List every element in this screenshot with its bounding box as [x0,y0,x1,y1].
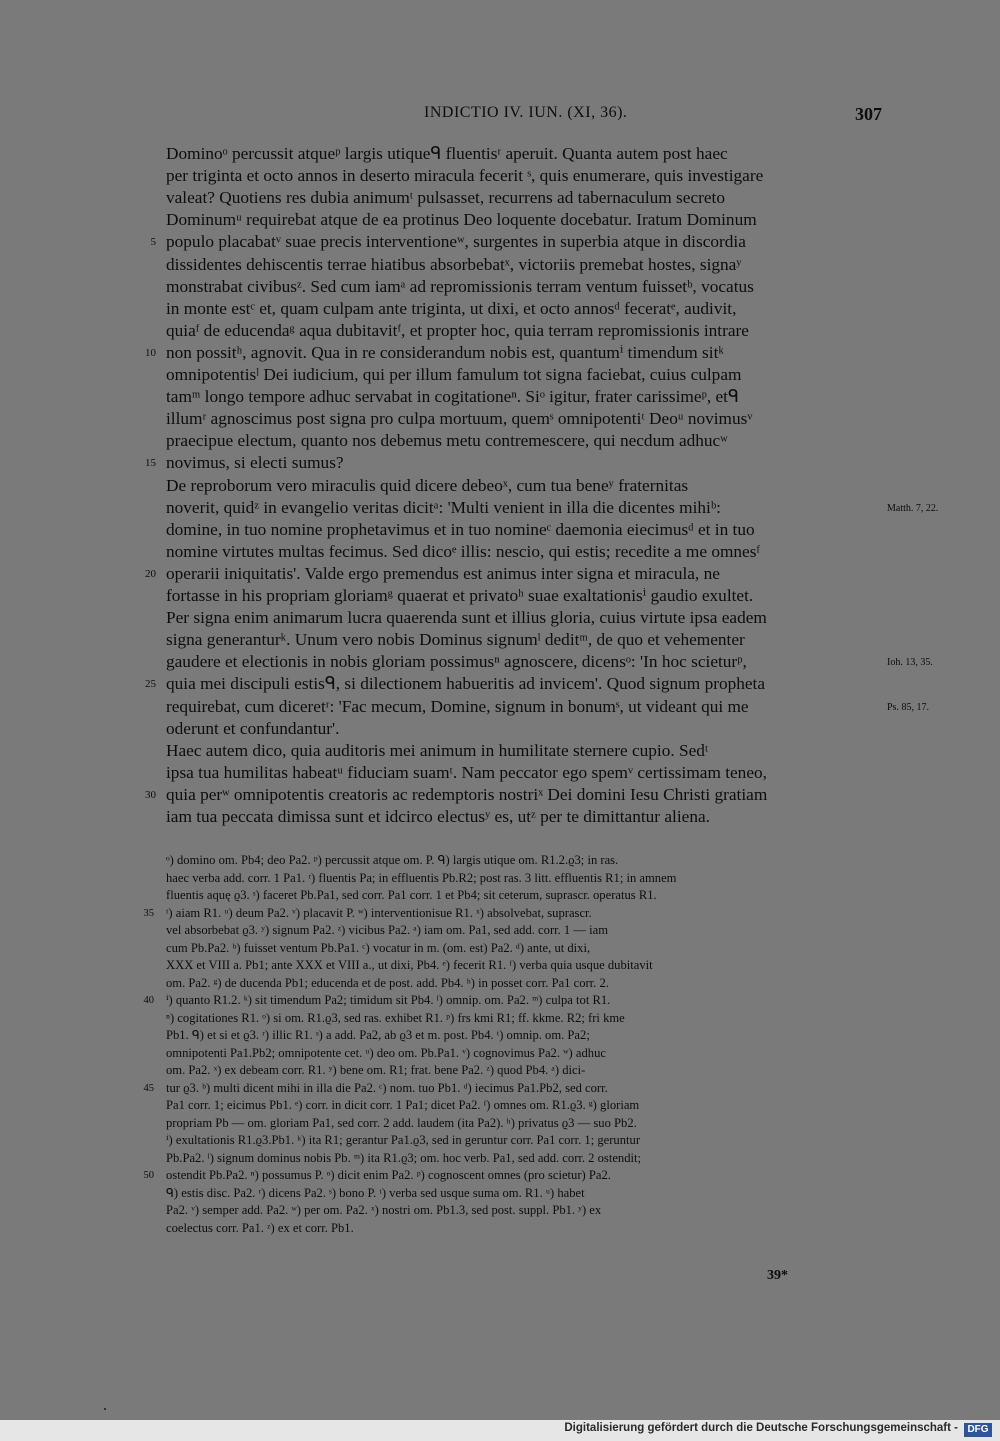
text-line: Per signa enim animarum lucra quaerenda sunt et illius gloria, cuius virtute ipsa eadem [166,608,767,627]
note-line: Pa1 corr. 1; eicimus Pb1. ᵉ) corr. in dicit corr. 1 Pa1; dicet Pa2. ᶠ) omnes om. R1.ϱ3. ᵍ) gloriam [166,1098,640,1112]
text-line: Dominumᵘ requirebat atque de ea protinus Deo loquente docebatur. Iratum Dominum [166,210,757,229]
text-line: valeat? Quotiens res dubia animumᵗ pulsasset, recurrens ad tabernaculum secreto [166,188,725,207]
note-line: haec verba add. corr. 1 Pa1. ʳ) fluentis Pa; in effluentis Pb.R2; post ras. 3 litt. effluentis R1; in amnem [166,871,677,885]
text-line: De reproborum vero miraculis quid dicere debeoˣ, cum tua beneʸ fraternitas [166,476,689,495]
text-line: tamᵐ longo tempore adhuc servabat in cogitationeⁿ. Siᵒ igitur, frater carissimeᵖ, etᑫ [166,387,739,406]
text-line: signa generanturᵏ. Unum vero nobis Dominus signumˡ deditᵐ, de quo et vehementer [166,630,745,649]
text-line: populo placabatᵛ suae precis interventioneʷ, surgentes in superbia atque in discordia [166,232,746,251]
note-line: om. Pa2. ᵍ) de ducenda Pb1; educenda et de post. add. Pb4. ʰ) in posset corr. Pa1 corr. 2. [166,976,609,990]
note-line-number: 35 [143,908,154,919]
text-line: noverit, quidᶻ in evangelio veritas dicitᵃ: 'Multi venient in illa die dicentes mihiᵇ: [166,498,721,517]
line-number: 25 [145,678,156,690]
running-head: INDICTIO IV. IUN. (XI, 36). [424,104,628,121]
note-line: propriam Pb — om. gloriam Pa1, sed corr. 2 add. laudem (ita Pa2). ʰ) privatus ϱ3 — suo Pb2. [166,1116,637,1130]
scan-speck [104,1408,106,1410]
note-line-number: 40 [143,995,154,1006]
text-line: omnipotentisˡ Dei iudicium, qui per illum famulum tot signa faciebat, cuius culpam [166,365,742,384]
footer-credit: Digitalisierung gefördert durch die Deutsche Forschungsgemeinschaft - [564,1422,958,1434]
text-line: operarii iniquitatis'. Valde ergo premendus est animus inter signa et miracula, ne [166,564,720,583]
note-line-number: 45 [143,1083,154,1094]
sheet-signature: 39* [767,1268,788,1283]
text-line: ipsa tua humilitas habeatᵘ fiduciam suamᵗ. Nam peccator ego spemᵛ certissimam teneo, [166,763,767,782]
text-line: nomine virtutes multas fecimus. Sed dicoᵉ illis: nescio, qui estis; recedite a me omnesᶠ [166,542,761,561]
note-line: ⁱ) exultationis R1.ϱ3.Pb1. ᵏ) ita R1; gerantur Pa1.ϱ3, sed in geruntur corr. Pa1 corr. 1; geruntur [166,1133,641,1147]
text-line: quia mei discipuli estisᑫ, si dilectionem habueritis ad invicem'. Quod signum propheta [166,674,766,693]
text-line: monstrabat civibusᶻ. Sed cum iamᵃ ad repromissionis terram ventum fuissetᵇ, vocatus [166,277,754,296]
footer-banner [0,1420,1000,1441]
text-line: dissidentes dehiscentis terrae hiatibus absorbebatˣ, victoriis premebat hostes, signaʸ [166,255,742,274]
note-line: ⁿ) cogitationes R1. ᵒ) si om. R1.ϱ3, sed ras. exhibet R1. ᵖ) frs kmi R1; ff. kkme. R2; fri kme [166,1011,625,1025]
text-line: quiaᶠ de educendaᵍ aqua dubitavitᶠ, et propter hoc, quia terram repromissionis intrare [166,321,749,340]
marginal-reference: Ps. 85, 17. [887,702,929,713]
note-line: ⁱ) quanto R1.2. ᵏ) sit timendum Pa2; timidum sit Pb4. ˡ) omnip. om. Pa2. ᵐ) culpa tot R1. [166,993,611,1007]
text-line: Dominoᵒ percussit atqueᵖ largis utiqueᑫ fluentisʳ aperuit. Quanta autem post haec [166,144,728,163]
note-line: vel absorbebat ϱ3. ʸ) signum Pa2. ᶻ) vicibus Pa2. ᵃ) iam om. Pa1, sed add. corr. 1 — iam [166,923,609,937]
text-line: oderunt et confundantur'. [166,719,340,738]
text-line: domine, in tuo nomine prophetavimus et in tuo nomineᶜ daemonia eiecimusᵈ et in tuo [166,520,755,539]
line-number: 5 [150,236,156,248]
line-number: 30 [145,789,156,801]
text-line: gaudere et electionis in nobis gloriam possimusⁿ agnoscere, dicensᵒ: 'In hoc scieturᵖ, [166,652,747,671]
note-line: om. Pa2. ˣ) ex debeam corr. R1. ʸ) bene om. R1; frat. bene Pa2. ᶻ) quod Pb4. ᵃ) dici- [166,1063,586,1077]
text-line: iam tua peccata dimissa sunt et idcirco electusʸ es, utᶻ per te dimittantur aliena. [166,807,710,826]
note-line: coelectus corr. Pa1. ᶻ) ex et corr. Pb1. [166,1221,354,1235]
note-line: Pb1. ᑫ) et si et ϱ3. ʳ) illic R1. ˢ) a add. Pa2, ab ϱ3 et m. post. Pb4. ᵗ) omnip. om. Pa2; [166,1028,590,1042]
note-line: ᵗ) aiam R1. ᵘ) deum Pa2. ᵛ) placavit P. ʷ) interventionisue R1. ˣ) absolvebat, suprascr. [166,906,592,920]
text-line: per triginta et octo annos in deserto miracula fecerit ˢ, quis enumerare, quis investigare [166,166,764,185]
text-line: quia perʷ omnipotentis creatoris ac redemptoris nostriˣ Dei domini Iesu Christi gratiam [166,785,768,804]
line-number: 20 [145,568,156,580]
marginal-reference: Matth. 7, 22. [887,503,939,514]
page-number: 307 [855,104,882,124]
note-line: Pb.Pa2. ˡ) signum dominus nobis Pb. ᵐ) ita R1.ϱ3; om. hoc verb. Pa1, sed add. corr. 2 ostendit; [166,1151,642,1165]
text-line: requirebat, cum diceretʳ: 'Fac mecum, Domine, signum in bonumˢ, ut videant qui me [166,697,749,716]
text-line: in monte estᶜ et, quam culpam ante triginta, ut dixi, et octo annosᵈ feceratᵉ, audivit, [166,299,737,318]
text-line: Haec autem dico, quia auditoris mei animum in humilitate sternere cupio. Sedᵗ [166,741,709,760]
page-header [0,104,1000,130]
dfg-logo-icon: DFG [964,1423,992,1437]
note-line: ostendit Pb.Pa2. ⁿ) possumus P. ᵒ) dicit enim Pa2. ᵖ) cognoscent omnes (pro scietur) Pa2. [166,1168,611,1182]
marginal-reference: Ioh. 13, 35. [887,657,933,668]
line-number: 10 [145,347,156,359]
note-line: Pa2. ᵛ) semper add. Pa2. ʷ) per om. Pa2. ˣ) nostri om. Pb1.3, sed post. suppl. Pb1. ʸ) ex [166,1203,602,1217]
note-line: ᵒ) domino om. Pb4; deo Pa2. ᵖ) percussit atque om. P. ᑫ) largis utique om. R1.2.ϱ3; in ras. [166,853,619,867]
text-line: fortasse in his propriam gloriamᵍ quaerat et privatoʰ suae exaltationisⁱ gaudio exultet. [166,586,754,605]
note-line: tur ϱ3. ᵇ) multi dicent mihi in illa die Pa2. ᶜ) nom. tuo Pb1. ᵈ) iecimus Pa1.Pb2, sed corr. [166,1081,608,1095]
text-line: illumʳ agnoscimus post signa pro culpa mortuum, quemˢ omnipotentiᵗ Deoᵘ novimusᵛ [166,409,753,428]
note-line: XXX et VIII a. Pb1; ante XXX et VIII a., ut dixi, Pb4. ᵉ) fecerit R1. ᶠ) verba quia usque dubitavit [166,958,653,972]
note-line: cum Pb.Pa2. ᵇ) fuisset ventum Pb.Pa1. ᶜ) vocatur in m. (om. est) Pa2. ᵈ) ante, ut dixi, [166,941,591,955]
text-line: praecipue electum, quanto nos debemus metu contremescere, qui necdum adhucʷ [166,431,728,450]
note-line: ᑫ) estis disc. Pa2. ʳ) dicens Pa2. ˢ) bono P. ᵗ) verba sed usque suma om. R1. ᵘ) habet [166,1186,585,1200]
note-line: fluentis aquę ϱ3. ˢ) faceret Pb.Pa1, sed corr. Pa1 corr. 1 et Pb4; sit ceterum, suprascr. operatus R1. [166,888,657,902]
note-line-number: 50 [143,1170,154,1181]
note-line: omnipotenti Pa1.Pb2; omnipotente cet. ᵘ) deo om. Pb.Pa1. ᵛ) cognovimus Pa2. ʷ) adhuc [166,1046,606,1060]
text-line: non possitʰ, agnovit. Qua in re considerandum nobis est, quantumⁱ timendum sitᵏ [166,343,724,362]
line-number: 15 [145,457,156,469]
text-line: novimus, si electi sumus? [166,453,344,472]
